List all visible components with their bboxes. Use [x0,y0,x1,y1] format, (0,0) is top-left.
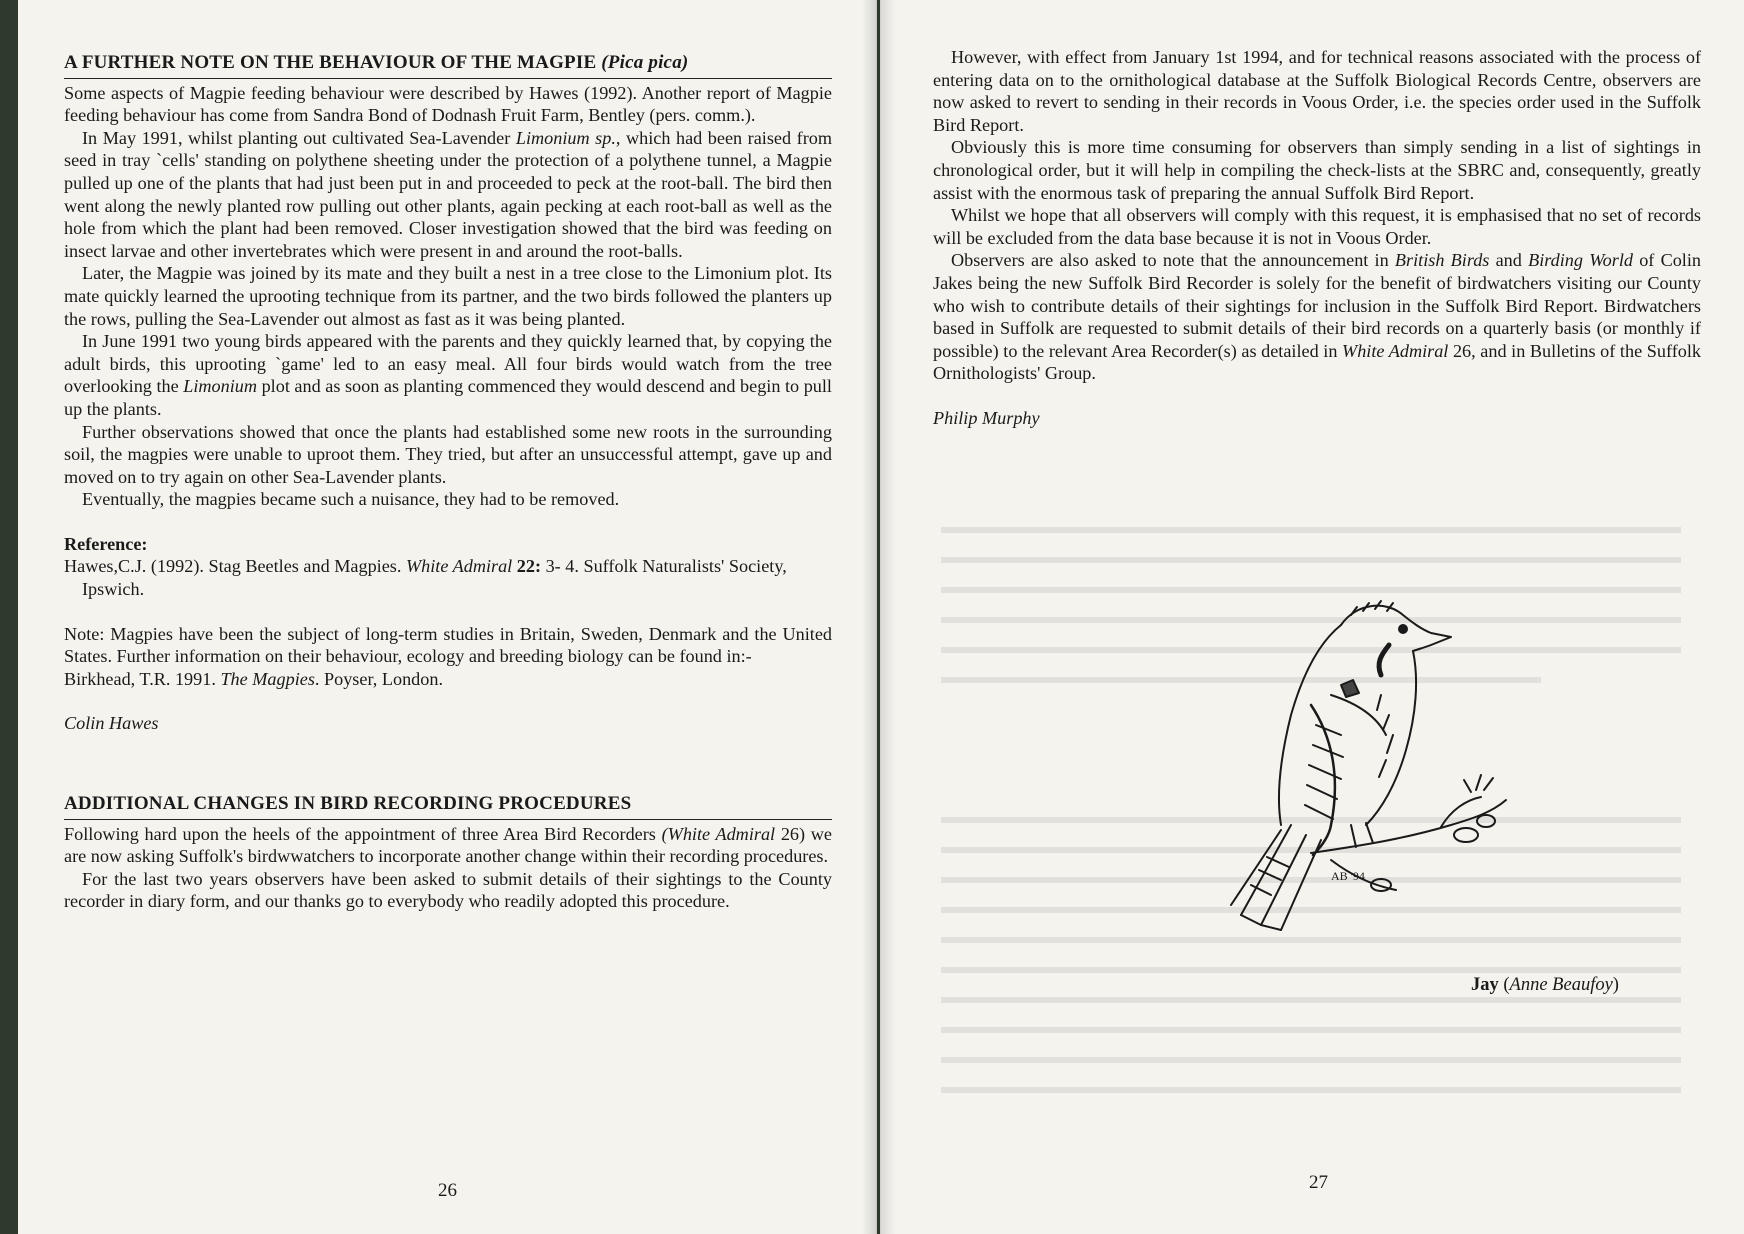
reference-entry [64,555,832,600]
voous-paragraph-3: Whilst we hope that all observers will comply with this request, it is emphasised that no set of records will be excluded from the data base because it is not in Voous Order. [933,205,1701,248]
right-page [880,0,1744,1234]
p4-text-d: 26, and in Bulletins of the Suffolk Ornithologists' Group. [933,340,1701,384]
spacer [64,601,832,623]
spacer [64,511,832,533]
p4-text-a: Observers are also asked to note that the announcement in [951,250,1395,271]
p2-text-b: , which had been raised from seed in tray `cells' standing on polythene sheeting under the protection of a polythene tunnel, a Magpie pulled up one of the plants that had just been put in and proceeded to peck at the root-ball. The bird then went along the newly planted row pulling out other plants, again pecking at each root-ball as well as the hole from which the plant had been removed. Closer investigation showed that the bird was feeding on insect larvae and other invertebrates which were present in and around the root-balls. [64,127,832,261]
caption-species: Jay [1471,975,1499,995]
magpie-title-species: (Pica pica) [601,52,689,73]
figure-caption [1471,975,1619,996]
ref-volume: 22: [516,556,542,577]
spacer [64,690,832,712]
ref-text-a: Hawes,C.J. (1992). Stag Beetles and Magpies. [64,556,406,577]
note-paragraph: Note: Magpies have been the subject of long-term studies in Britain, Sweden, Denmark and the United States. Further information on their behaviour, ecology and breeding biology can be found in:- [64,623,832,667]
ref-journal: White Admiral [405,556,513,577]
page-number-left: 26 [438,1180,457,1201]
magpie-paragraph-2 [64,127,832,263]
book-reference [64,668,832,691]
caption-artist: Anne Beaufoy [1509,975,1613,995]
caption-close: ) [1612,975,1619,995]
author-philip-murphy: Philip Murphy [933,407,1040,428]
magpie-title-text: A FURTHER NOTE ON THE BEHAVIOUR OF THE MAGPIE [64,52,597,73]
book-text-b: . Poyser, London. [314,668,443,689]
left-column [64,52,832,913]
voous-paragraph-1: However, with effect from January 1st 1994, and for technical reasons associated with the process of entering data on to the ornithological database at the Suffolk Biological Records Centre, observers are now asked to revert to sending in their records in Voous Order, i.e. the species order used in the Suffolk Bird Report. [933,47,1701,135]
reference-heading: Reference: [64,533,148,554]
p4-british-birds: British Birds [1394,250,1490,271]
p4-text-b: and [1489,250,1529,271]
recording-article-title: ADDITIONAL CHANGES IN BIRD RECORDING PROCEDURES [64,793,832,820]
voous-paragraph-2: Obviously this is more time consuming for observers than simply sending in a list of sightings in chronological order, but it will help in compiling the check-lists at the SBRC and, consequently, greatly assist with the enormous task of preparing the annual Suffolk Bird Report. [933,137,1701,203]
voous-paragraph-4 [933,249,1701,385]
jay-bird-illustration-icon [1181,585,1521,945]
magpie-paragraph-3: Later, the Magpie was joined by its mate and they built a nest in a tree close to the Limonium plot. Its mate quickly learned the uprooting technique from its partner, and the two birds followed the planters up the rows, pulling the Sea-Lavender out almost as fast as it was being planted. [64,263,832,329]
p4-white-admiral: White Admiral [1342,340,1449,361]
magpie-paragraph-4 [64,330,832,420]
ref-text-c: 3- 4. Suffolk Naturalists' Society, Ipswich. [82,556,787,600]
recording-paragraph-1 [64,823,832,868]
p2-text-a: In May 1991, whilst planting out cultivated Sea-Lavender [82,127,516,148]
p4-birding-world: Birding World [1528,250,1633,271]
p2-species: Limonium sp. [515,127,616,148]
book-title: The Magpies [220,668,315,689]
magpie-article-title [64,52,832,79]
caption-open: ( [1498,975,1510,995]
spacer [64,735,832,793]
page-number-right: 27 [1309,1172,1328,1193]
p4-species: Limonium [183,376,258,397]
illustration-signature: AB '94 [1331,869,1365,883]
spacer [933,385,1701,407]
magpie-paragraph-5: Further observations showed that once the plants had established some new roots in the surrounding soil, the magpies were unable to uproot them. They tried, but after an unsuccessful attempt, gave up and moved on to try again on other Sea-Lavender plants. [64,421,832,487]
book-text-a: Birkhead, T.R. 1991. [64,668,221,689]
right-column [933,46,1701,430]
gutter-shadow [881,0,895,1234]
author-colin-hawes: Colin Hawes [64,713,159,734]
gutter-shadow [862,0,876,1234]
left-page [18,0,877,1234]
recording-paragraph-2: For the last two years observers have been asked to submit details of their sightings to the County recorder in diary form, and our thanks go to everybody who readily adopted this procedure. [64,868,832,912]
rec-p1-text-b: 26) we are now asking Suffolk's birdwwatchers to incorporate another change within their recording procedures. [64,823,832,867]
p4-text-b: plot and as soon as planting commenced they would descend and begin to pull up the plants. [64,376,832,419]
rec-p1-text-a: Following hard upon the heels of the appointment of three Area Bird Recorders [64,823,662,844]
p4-text-a: In June 1991 two young birds appeared with the parents and they quickly learned that, by copying the adult birds, this uprooting `game' led to an easy meal. All four birds would watch from the tree overlooking the [64,331,832,397]
p4-text-c: of Colin Jakes being the new Suffolk Bird Recorder is solely for the benefit of birdwatchers visiting our County who wish to contribute details of their sightings for inclusion in the Suffolk Bird Report. Birdwatchers based in Suffolk are requested to submit details of their bird records on a quarterly basis (or monthly if possible) to the relevant Area Recorder(s) as detailed in [933,250,1701,361]
magpie-paragraph-1: Some aspects of Magpie feeding behaviour were described by Hawes (1992). Another report of Magpie feeding behaviour has come from Sandra Bond of Dodnash Fruit Farm, Bentley (pers. comm.). [64,82,832,126]
rec-p1-journal: (White Admiral [661,823,776,844]
magpie-paragraph-6: Eventually, the magpies became such a nuisance, they had to be removed. [82,489,620,510]
